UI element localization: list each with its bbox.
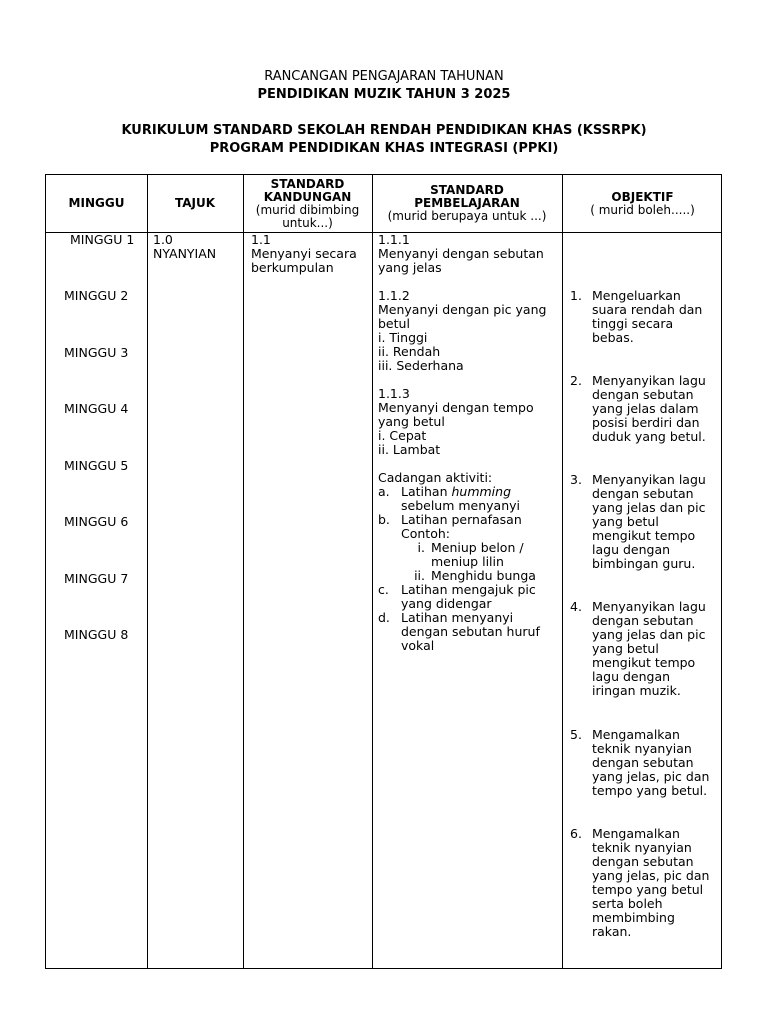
activity-c-line-2: yang didengar bbox=[401, 596, 492, 611]
sp-2-item-i: i. Tinggi bbox=[378, 330, 428, 345]
objective-line: tempo yang betul. bbox=[592, 783, 708, 798]
objective-number: 5. bbox=[570, 727, 582, 742]
activity-b-i-line-2: meniup lilin bbox=[431, 554, 504, 569]
week-label: MINGGU 5 bbox=[64, 458, 129, 473]
objective-item bbox=[570, 289, 720, 345]
activity-sub-marker: ii. bbox=[414, 568, 425, 583]
activity-a-text-2: sebelum menyanyi bbox=[401, 498, 521, 513]
column-divider bbox=[372, 175, 373, 968]
objective-number: 4. bbox=[570, 599, 582, 614]
activity-item-b bbox=[378, 513, 560, 583]
objective-line: posisi berdiri dan bbox=[592, 415, 700, 430]
week-label: MINGGU 3 bbox=[64, 345, 129, 360]
sk-line-1: Menyanyi secara bbox=[251, 246, 357, 261]
objective-line: bebas. bbox=[592, 330, 634, 345]
objective-line: Mengamalkan bbox=[592, 826, 680, 841]
header-sk-note-1: (murid dibimbing bbox=[255, 202, 360, 217]
activity-sub-marker: i. bbox=[417, 540, 425, 555]
week-label: MINGGU 6 bbox=[64, 514, 129, 529]
activity-d-line-1: Latihan menyanyi bbox=[401, 610, 514, 625]
activity-marker: b. bbox=[378, 512, 390, 527]
document-title bbox=[0, 68, 768, 104]
sp-3-line-2: yang betul bbox=[378, 414, 445, 429]
activity-item-a bbox=[378, 485, 560, 513]
objective-number: 6. bbox=[570, 826, 582, 841]
header-minggu bbox=[46, 175, 147, 232]
header-standard-pembelajaran bbox=[372, 175, 562, 232]
sp-3-item-i: i. Cepat bbox=[378, 428, 427, 443]
header-sk-note-2: untuk...) bbox=[282, 215, 333, 230]
column-divider bbox=[243, 175, 244, 968]
week-label: MINGGU 2 bbox=[64, 288, 129, 303]
activity-marker: c. bbox=[378, 582, 389, 597]
header-tajuk bbox=[147, 175, 243, 232]
activity-c-line-1: Latihan mengajuk pic bbox=[401, 582, 536, 597]
activity-item-d bbox=[378, 611, 560, 653]
header-obj-note: ( murid boleh.....) bbox=[590, 202, 695, 217]
week-label: MINGGU 1 bbox=[70, 232, 135, 247]
objective-line: dengan sebutan bbox=[592, 486, 694, 501]
activity-b-subitem-i bbox=[401, 541, 560, 569]
sp-2-item-iii: iii. Sederhana bbox=[378, 358, 464, 373]
sp-2-line-2: betul bbox=[378, 316, 410, 331]
tajuk-code: 1.0 bbox=[153, 232, 173, 247]
sp-3-code: 1.1.3 bbox=[378, 386, 410, 401]
header-standard-kandungan bbox=[243, 175, 372, 232]
header-tajuk-label: TAJUK bbox=[174, 196, 216, 210]
standard-pembelajaran-cell bbox=[378, 233, 560, 653]
activity-marker: a. bbox=[378, 484, 390, 499]
sp-2-code: 1.1.2 bbox=[378, 288, 410, 303]
standard-kandungan-cell bbox=[251, 233, 371, 275]
header-sk-title-2: KANDUNGAN bbox=[263, 189, 352, 204]
document-subtitle bbox=[0, 122, 768, 158]
activity-d-line-2: dengan sebutan huruf bbox=[401, 624, 540, 639]
objective-line: tinggi secara bbox=[592, 316, 674, 331]
objective-line: teknik nyanyian bbox=[592, 840, 692, 855]
rpt-table bbox=[45, 174, 722, 969]
sp-1-code: 1.1.1 bbox=[378, 232, 410, 247]
tajuk-cell bbox=[153, 233, 241, 261]
objective-number: 1. bbox=[570, 288, 582, 303]
objective-line: lagu dengan bbox=[592, 542, 671, 557]
objective-line: teknik nyanyian bbox=[592, 741, 692, 756]
header-sp-note: (murid berupaya untuk ...) bbox=[387, 209, 547, 223]
objective-line: Menyanyikan lagu bbox=[592, 373, 706, 388]
objective-item bbox=[570, 728, 720, 798]
activity-b-i-line-1: Meniup belon / bbox=[431, 540, 524, 555]
header-minggu-label: MINGGU bbox=[68, 196, 125, 210]
objective-line: iringan muzik. bbox=[592, 683, 681, 698]
activity-b-line-1: Latihan pernafasan bbox=[401, 512, 522, 527]
objective-number: 3. bbox=[570, 472, 582, 487]
week-label: MINGGU 8 bbox=[64, 627, 129, 642]
objective-line: yang jelas dan pic bbox=[592, 627, 706, 642]
title-line-1: RANCANGAN PENGAJARAN TAHUNAN bbox=[264, 69, 504, 84]
title-line-2: PENDIDIKAN MUZIK TAHUN 3 2025 bbox=[257, 87, 511, 102]
activity-item-c bbox=[378, 583, 560, 611]
column-divider bbox=[147, 175, 148, 968]
objective-line: yang betul bbox=[592, 641, 659, 656]
objective-number: 2. bbox=[570, 373, 582, 388]
sp-1-line-2: yang jelas bbox=[378, 260, 442, 275]
week-label: MINGGU 4 bbox=[64, 401, 129, 416]
objective-line: mengikut tempo bbox=[592, 655, 696, 670]
objective-line: Mengeluarkan bbox=[592, 288, 681, 303]
activity-a-text: Latihan bbox=[401, 484, 452, 499]
objective-item bbox=[570, 827, 720, 939]
objective-line: yang jelas dalam bbox=[592, 401, 699, 416]
objective-line: yang jelas, pic dan bbox=[592, 769, 710, 784]
objective-line: membimbing bbox=[592, 910, 675, 925]
activity-title: Cadangan aktiviti: bbox=[378, 470, 493, 485]
objective-line: bimbingan guru. bbox=[592, 556, 696, 571]
objective-line: mengikut tempo bbox=[592, 528, 696, 543]
objective-line: dengan sebutan bbox=[592, 613, 694, 628]
objective-line: Mengamalkan bbox=[592, 727, 680, 742]
activity-b-ii-line-1: Menghidu bunga bbox=[431, 568, 536, 583]
objective-line: Menyanyikan lagu bbox=[592, 599, 706, 614]
sp-2-line-1: Menyanyi dengan pic yang bbox=[378, 302, 547, 317]
objective-line: Menyanyikan lagu bbox=[592, 472, 706, 487]
activity-b-line-2: Contoh: bbox=[401, 526, 450, 541]
header-sk-title-1: STANDARD bbox=[270, 176, 345, 191]
activity-a-emphasis: humming bbox=[451, 484, 512, 499]
activity-marker: d. bbox=[378, 610, 390, 625]
objective-line: suara rendah dan bbox=[592, 302, 703, 317]
activity-d-line-3: vokal bbox=[401, 638, 435, 653]
objective-line: rakan. bbox=[592, 924, 632, 939]
objective-line: dengan sebutan bbox=[592, 387, 694, 402]
tajuk-name: NYANYIAN bbox=[153, 246, 217, 261]
objective-line: serta boleh bbox=[592, 896, 663, 911]
objective-item bbox=[570, 374, 720, 444]
objective-line: yang jelas, pic dan bbox=[592, 868, 710, 883]
objective-line: tempo yang betul bbox=[592, 882, 704, 897]
subtitle-line-1: KURIKULUM STANDARD SEKOLAH RENDAH PENDIDIKAN KHAS (KSSRPK) bbox=[121, 123, 647, 138]
sp-3-item-ii: ii. Lambat bbox=[378, 442, 441, 457]
week-label: MINGGU 7 bbox=[64, 571, 129, 586]
objective-line: dengan sebutan bbox=[592, 755, 694, 770]
objective-line: yang jelas dan pic bbox=[592, 500, 706, 515]
sp-3-line-1: Menyanyi dengan tempo bbox=[378, 400, 534, 415]
header-obj-title: OBJEKTIF bbox=[611, 189, 674, 204]
objective-line: yang betul bbox=[592, 514, 659, 529]
column-divider bbox=[562, 175, 563, 968]
objective-item bbox=[570, 473, 720, 571]
sk-line-2: berkumpulan bbox=[251, 260, 334, 275]
objective-line: dengan sebutan bbox=[592, 854, 694, 869]
objective-line: duduk yang betul. bbox=[592, 429, 706, 444]
header-sp-title-1: STANDARD bbox=[430, 183, 504, 197]
objective-item bbox=[570, 600, 720, 698]
activity-b-subitem-ii bbox=[401, 569, 560, 583]
sp-1-line-1: Menyanyi dengan sebutan bbox=[378, 246, 544, 261]
sp-2-item-ii: ii. Rendah bbox=[378, 344, 441, 359]
header-objektif bbox=[562, 175, 723, 232]
sk-code: 1.1 bbox=[251, 232, 271, 247]
objective-line: lagu dengan bbox=[592, 669, 671, 684]
subtitle-line-2: PROGRAM PENDIDIKAN KHAS INTEGRASI (PPKI) bbox=[209, 141, 559, 156]
header-sp-title-2: PEMBELAJARAN bbox=[414, 196, 520, 210]
